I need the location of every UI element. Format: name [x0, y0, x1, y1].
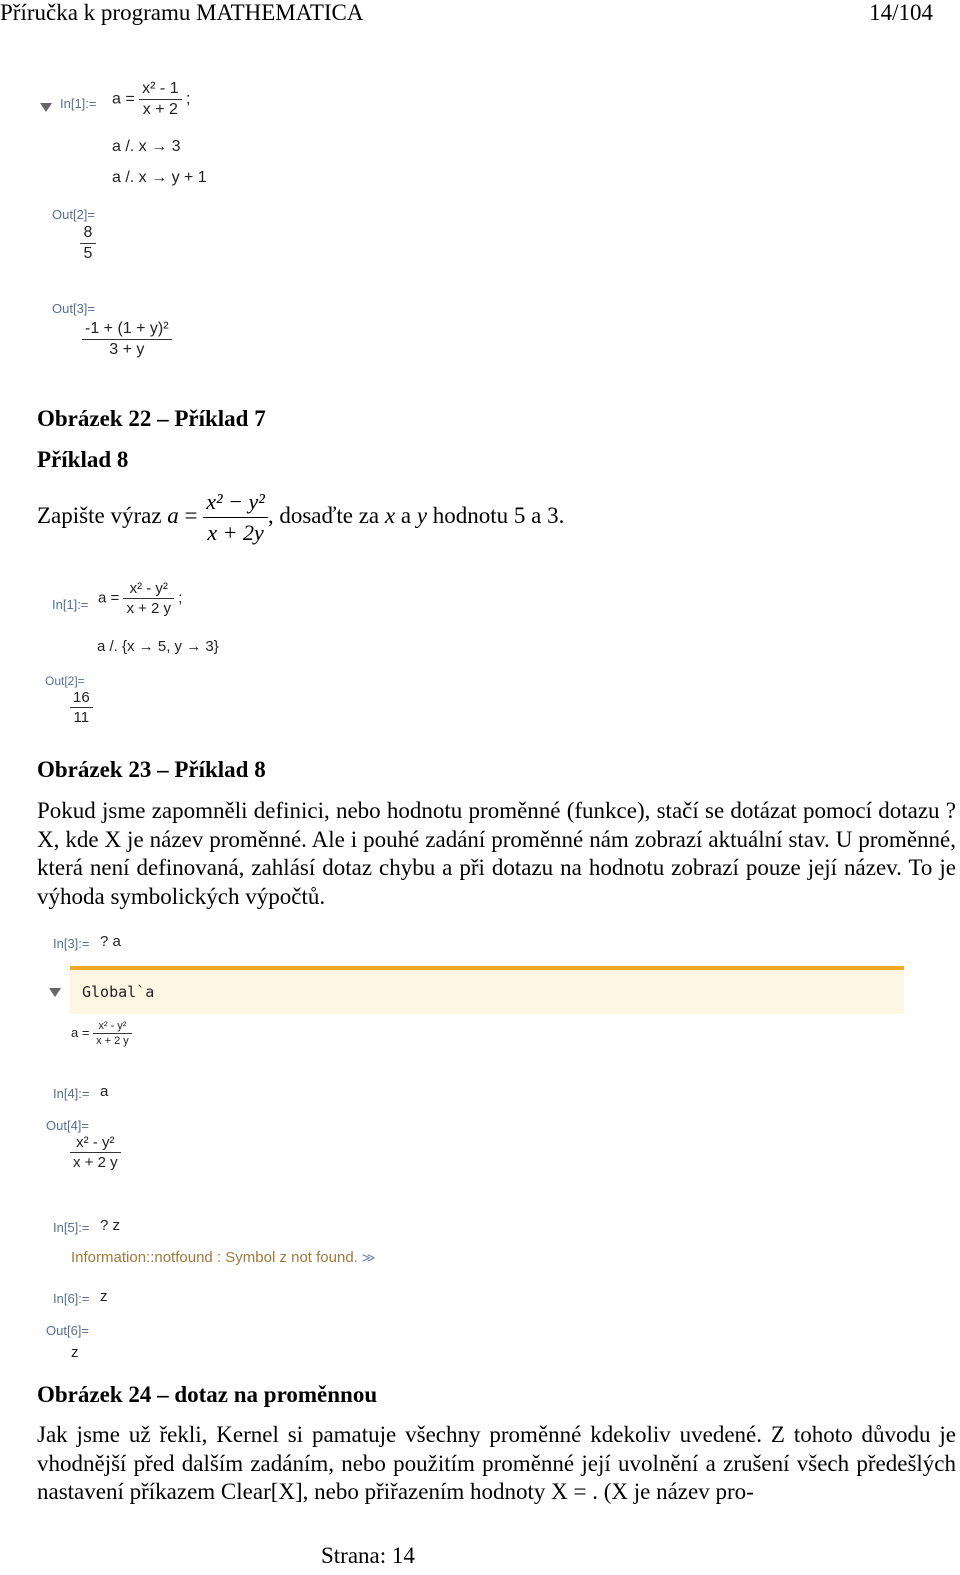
numerator: -1 + (1 + y)² [85, 320, 169, 337]
notebook-figure-22 [40, 70, 340, 390]
fraction-bar [82, 339, 172, 340]
page-counter: 14/104 [869, 0, 933, 25]
notebook-figure-24 [40, 930, 920, 1370]
fraction [82, 320, 172, 359]
output-label: Out[2]= [45, 674, 85, 688]
input-label: In[1]:= [60, 96, 97, 111]
fraction [93, 1020, 132, 1047]
numerator: x² - 1 [142, 80, 179, 97]
fraction-bar [70, 707, 93, 708]
notebook-figure-23 [40, 572, 340, 742]
denominator: 11 [73, 709, 90, 726]
input-line[interactable]: z [100, 1288, 108, 1305]
numerator: x² - y² [98, 1020, 127, 1032]
semicolon: ; [178, 589, 183, 607]
output-label: Out[4]= [46, 1118, 89, 1133]
not-found-message: Information::notfound : Symbol z not found. [71, 1249, 358, 1266]
paragraph-2: Jak jsme už řekli, Kernel si pamatuje všechny proměnné kdekoliv uvedené. Z tohoto důvodu je vhodnější před dalším zadáním, nebo použitím proměnné její uvolnění a zrušení všech předešlých nastavení příkazem Clear[X], nebo přiřazením hodnoty X = . (X je název pro- [37, 1422, 956, 1504]
semicolon: ; [186, 90, 191, 108]
message-link-icon[interactable]: ≫ [361, 1251, 376, 1266]
output-2 [70, 689, 93, 726]
info-box [70, 970, 904, 1014]
figure-caption: Obrázek 23 – Příklad 8 [37, 757, 266, 782]
output-3 [82, 320, 172, 359]
input-label: In[3]:= [53, 936, 90, 951]
input-query[interactable]: ? z [100, 1217, 121, 1234]
fraction-bar [139, 99, 181, 100]
denominator: x + 2 [142, 101, 178, 118]
paragraph-1: Pokud jsme zapomněli definici, nebo hodnotu proměnné (funkce), stačí se dotázat pomocí dotazu ? X, kde X je název proměnné. Ale i pouhé zadání proměnné nám zobrazí aktuální stav. U proměnné, která není definovaná, zahlásí dotaz chybu a při dotazu na hodnotu zobrazí pouze její název. To je výhoda symbolických výpočtů. [37, 798, 956, 909]
input-line-1[interactable] [112, 80, 191, 119]
denominator: x + 2 y [73, 1154, 118, 1171]
fraction [123, 580, 174, 617]
input-line-1[interactable] [98, 580, 182, 617]
output-4 [70, 1134, 121, 1171]
figure-caption: Obrázek 22 – Příklad 7 [37, 406, 266, 431]
fraction [139, 80, 181, 119]
section-heading: Příklad 8 [37, 447, 129, 472]
input-label: In[4]:= [53, 1086, 90, 1101]
fraction [80, 224, 96, 263]
input-line-2[interactable]: a /. x → 3 [112, 138, 181, 155]
global-symbol[interactable]: Global`a [82, 983, 155, 1001]
input-line[interactable]: a [100, 1083, 109, 1100]
denominator: x + 2y [207, 520, 264, 545]
task-post2: hodnotu 5 a 3. [427, 502, 565, 528]
collapse-triangle-icon[interactable] [49, 988, 61, 997]
task-eq: = [178, 502, 204, 528]
denominator: x + 2 y [126, 600, 172, 617]
output-2 [80, 224, 96, 263]
input-line-3[interactable]: a /. x → y + 1 [112, 169, 207, 186]
denominator: 5 [83, 245, 93, 262]
cell-collapse-triangle-icon[interactable] [40, 103, 52, 112]
input-label: In[1]:= [52, 597, 89, 612]
output-6: z [71, 1344, 79, 1361]
input-query[interactable]: ? a [100, 933, 121, 950]
definition [71, 1020, 132, 1047]
denominator: 3 + y [109, 341, 145, 358]
task-and: a [395, 502, 417, 528]
message-line [71, 1249, 375, 1267]
task-pre: Zapište výraz [37, 502, 168, 528]
fraction [70, 1134, 121, 1171]
numerator: x² - y² [76, 1134, 115, 1151]
task-var: a [167, 502, 179, 528]
document-title: Příručka k programu MATHEMATICA [0, 0, 364, 25]
assignment-lhs: a = [112, 90, 135, 108]
fraction [70, 689, 93, 726]
numerator: x² - y² [129, 580, 168, 597]
numerator: 8 [83, 224, 93, 241]
task-y: y [416, 502, 428, 528]
output-label: Out[3]= [52, 301, 95, 316]
fraction-bar [70, 1152, 121, 1153]
input-label: In[5]:= [53, 1220, 90, 1235]
numerator: 16 [73, 689, 90, 706]
figure-caption: Obrázek 24 – dotaz na proměnnou [37, 1382, 378, 1407]
fraction-bar [203, 517, 268, 518]
input-line-2[interactable]: a /. {x → 5, y → 3} [97, 638, 219, 655]
input-label: In[6]:= [53, 1291, 90, 1306]
task-post1: , dosaďte za [267, 502, 385, 528]
output-label: Out[6]= [46, 1323, 89, 1338]
fraction-bar [80, 243, 96, 244]
task-fraction [203, 488, 268, 547]
task-text [37, 488, 564, 547]
task-x: x [384, 502, 396, 528]
fraction-bar [123, 598, 174, 599]
denominator: x + 2 y [96, 1035, 129, 1047]
assignment-lhs: a = [98, 589, 120, 607]
assignment-lhs: a = [71, 1024, 90, 1040]
output-label: Out[2]= [52, 207, 95, 222]
page-footer: Strana: 14 [321, 1543, 415, 1568]
fraction-bar [93, 1033, 132, 1034]
numerator: x² − y² [206, 489, 265, 514]
